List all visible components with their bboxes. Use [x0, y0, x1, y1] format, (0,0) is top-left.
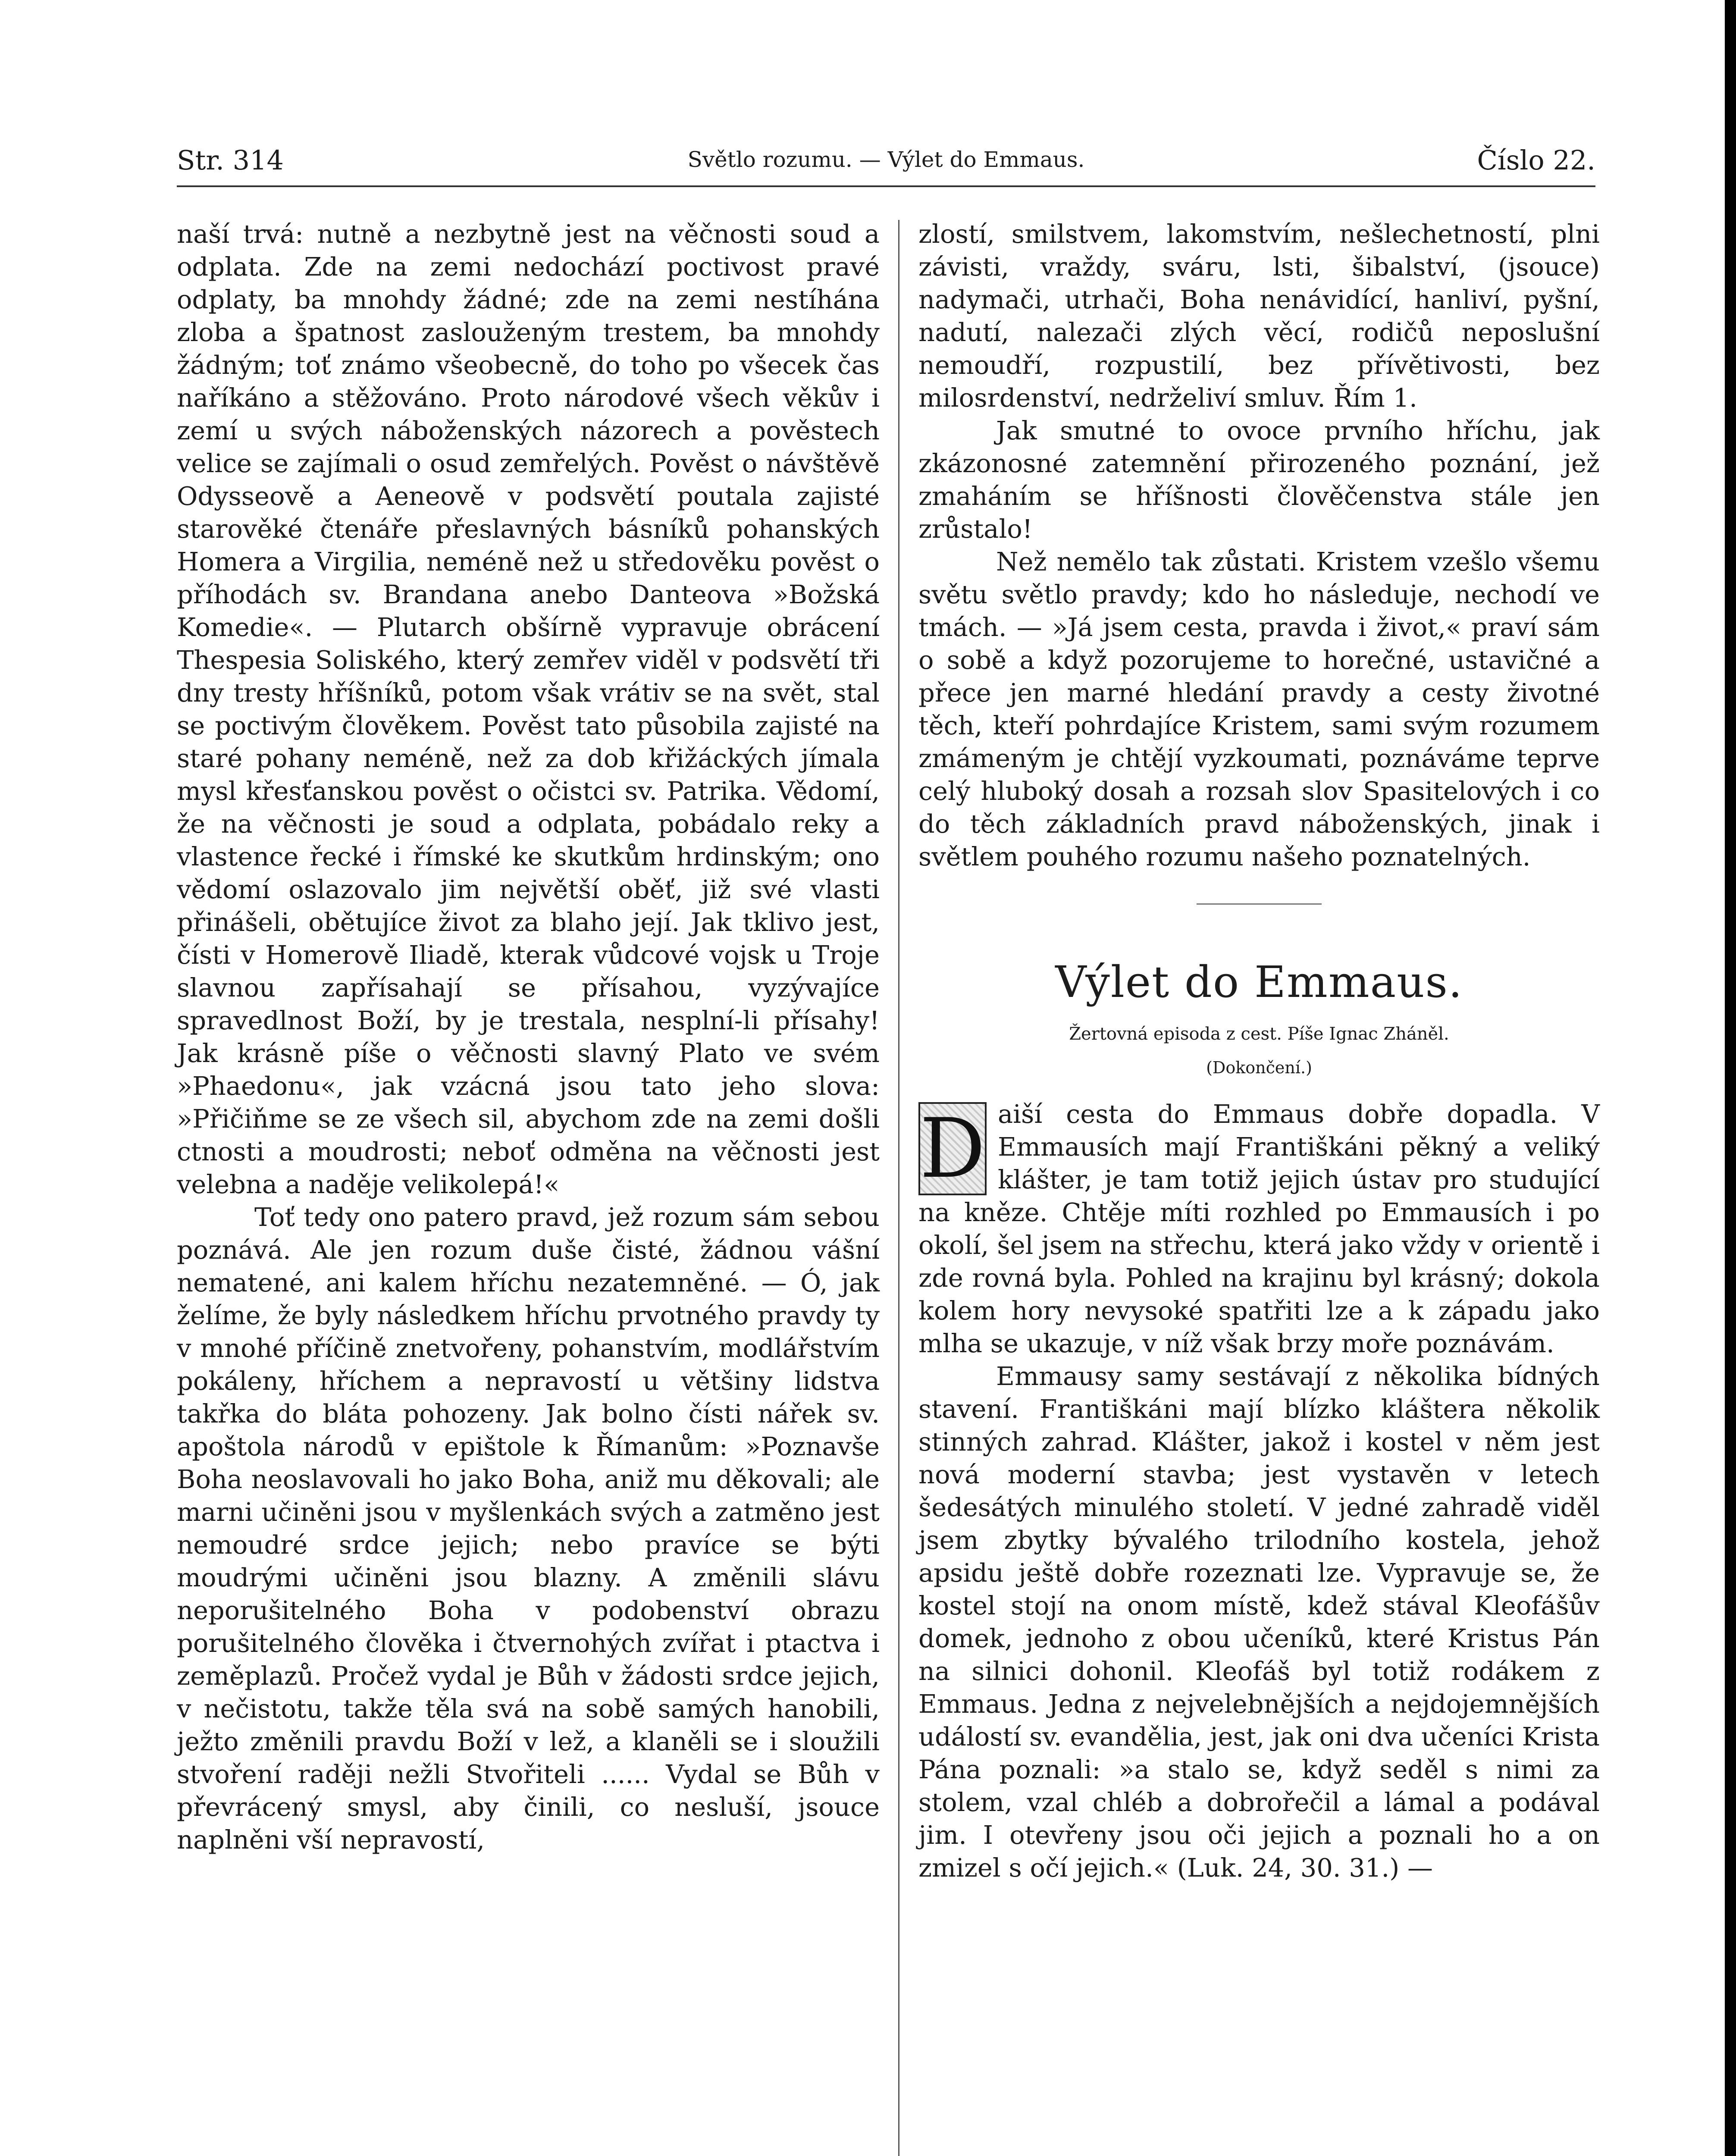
drop-cap-initial: D	[918, 1102, 987, 1195]
article-subtitle: Žertovná episoda z cest. Píše Ignac Zháněl.	[1069, 1024, 1449, 1044]
right-paragraph-1: zlostí, smilstvem, lakomstvím, nešlechetností, plni závisti, vraždy, sváru, lsti, šibalství, (jsouce) nadymači, utrhači, Boha nenávidící, hanliví, pyšní, nadutí, nalezači zlých věcí, rodičů neposlušní nemoudří, rozpustilí, bez přívětivosti, bez milosrdenství, nedrželiví smluv. Řím 1.	[918, 219, 1600, 413]
column-divider	[898, 220, 899, 2156]
running-header	[177, 144, 1595, 179]
issue-number: Číslo 22.	[1477, 144, 1595, 176]
left-column	[177, 218, 880, 1856]
header-rule	[177, 185, 1595, 187]
left-paragraph-2: Toť tedy ono patero pravd, jež rozum sám sebou poznává. Ale jen rozum duše čisté, žádnou vášní nematené, ani kalem hříchu nezatemněné. — Ó, jak želíme, že byly následkem hříchu prvotného pravdy ty v mnohé příčině znetvořeny, pohanstvím, modlářstvím pokáleny, hříchem a nepravostí u většiny lidstva takřka do bláta pohozeny. Jak bolno čísti nářek sv. apoštola národů v epištole k Římanům: »Poznavše Boha neoslavovali ho jako Boha, aniž mu děkovali; ale marni učiněni jsou v myšlenkách svých a zatměno jest nemoudré srdce jejich; nebo pravíce se býti moudrými učiněni jsou blazny. A změnili slávu neporušitelného Boha v podobenství obrazu porušitelného člověka i čtvernohých zvířat i ptactva i zeměplazů. Pročež vydal je Bůh v žádosti srdce jejich, v nečistotu, takže těla svá na sobě samých hanobili, ježto změnili pravdu Boží v lež, a klaněli se i sloužili stvoření raději nežli Stvořiteli ...... Vydal se Bůh v převrácený smysl, aby činili, co nesluší, jsouce naplněni vší nepravostí,	[177, 1202, 880, 1855]
article-paragraph-2: Emmausy samy sestávají z několika bídných stavení. Františkáni mají blízko kláštera několik stinných zahrad. Klášter, jakož i kostel v něm jest nová moderní stavba; jest vystavěn v letech šedesátých minulého století. V jedné zahradě viděl jsem zbytky bývalého trilodního kostela, jehož apsidu ještě dobře rozeznati lze. Vypravuje se, že kostel stojí na onom místě, kdež stával Kleofášův domek, jednoho z obou učeníků, které Kristus Pán na silnici dohonil. Kleofáš byl totiž rodákem z Emmaus. Jedna z nejvelebnějších a nejdojemnějších událostí sv. evandělia, jest, jak oni dva učeníci Krista Pána poznali: »a stalo se, když seděl s nimi za stolem, vzal chléb a dobrořečil a lámal a podával jim. I otevřeny jsou oči jejich a poznali ho a on zmizel s očí jejich.« (Luk. 24, 30. 31.) —	[918, 1361, 1600, 1883]
section-separator	[1197, 903, 1322, 905]
running-title: Světlo rozumu. — Výlet do Emmaus.	[687, 147, 1085, 172]
article-paragraph-1-text: aiší cesta do Emmaus dobře dopadla. V Emmausích mají Františkáni pěkný a veliký klášter, je tam totiž jejich ústav pro studující na kněze. Chtěje míti rozhled po Emmausích i po okolí, šel jsem na střechu, která jako vždy v orientě i zde rovná byla. Pohled na krajinu byl krásný; dokola kolem hory nevysoké spatřiti lze a k západu jako mlha se ukazuje, v níž však brzy moře poznávám.	[918, 1099, 1600, 1358]
article-title: Výlet do Emmaus.	[1055, 957, 1463, 1007]
right-column	[918, 218, 1600, 1884]
page-number: Str. 314	[177, 144, 284, 176]
right-paragraph-2: Jak smutné to ovoce prvního hříchu, jak zkázonosné zatemnění přirozeného poznání, jež zmaháním se hříšnosti člověčenstva stále jen zrůstalo!	[918, 416, 1600, 544]
right-paragraph-3: Než nemělo tak zůstati. Kristem vzešlo všemu světu světlo pravdy; kdo ho následuje, nechodí ve tmách. — »Já jsem cesta, pravda i život,« praví sám o sobě a když pozorujeme to horečné, ustavičné a přece jen marné hledání pravdy a cesty životné těch, kteří pohrdajíce Kristem, sami svým rozumem zmámeným je chtějí vyzkoumati, poznáváme teprve celý hluboký dosah a rozsah slov Spasitelových i co do těch základních pravd náboženských, jinak i světlem pouhého rozumu našeho poznatelných.	[918, 547, 1600, 871]
article-paragraph-1	[918, 1098, 1600, 1360]
left-paragraph-1: naší trvá: nutně a nezbytně jest na věčnosti soud a odplata. Zde na zemi nedochází poctivost pravé odplaty, ba mnohdy žádné; zde na zemi nestíhána zloba a špatnost zaslouženým trestem, ba mnohdy žádným; toť známo všeobecně, do toho po všecek čas naříkáno a stěžováno. Proto národové všech věkův i zemí u svých náboženských názorech a pověstech velice se zajímali o osud zemřelých. Pověst o návštěvě Odysseově a Aeneově v podsvětí poutala zajisté starověké čtenáře přeslavných básníků pohanských Homera a Virgilia, neméně než u středověku pověst o příhodách sv. Brandana anebo Danteova »Božská Komedie«. — Plutarch obšírně vypravuje obrácení Thespesia Soliského, který zemřev viděl v podsvětí tři dny tresty hříšníků, potom však vrátiv se na svět, stal se poctivým člověkem. Pověst tato působila zajisté na staré pohany neméně, než za dob křižáckých jímala mysl křesťanskou pověst o očistci sv. Patrika. Vědomí, že na věčnosti je soud a odplata, pobádalo reky a vlastence řecké i římské ke skutkům hrdinským; ono vědomí oslazovalo jim největší oběť, již své vlasti přinášeli, obětujíce život za blaho její. Jak tklivo jest, čísti v Homerově Iliadě, kterak vůdcové vojsk u Troje slavnou zapřísahají se přísahou, vyzývajíce spravedlnost Boží, by je trestala, nesplní-li přísahy! Jak krásně píše o věčnosti slavný Plato ve svém »Phaedonu«, jak vzácná jsou tato jeho slova: »Přičiňme se ze všech sil, abychom zde na zemi došli ctnosti a moudrosti; neboť odměna na věčnosti jest velebna a naděje velikolepá!«	[177, 219, 880, 1199]
scan-edge	[1725, 0, 1736, 2156]
article-note: (Dokončení.)	[1206, 1058, 1312, 1077]
